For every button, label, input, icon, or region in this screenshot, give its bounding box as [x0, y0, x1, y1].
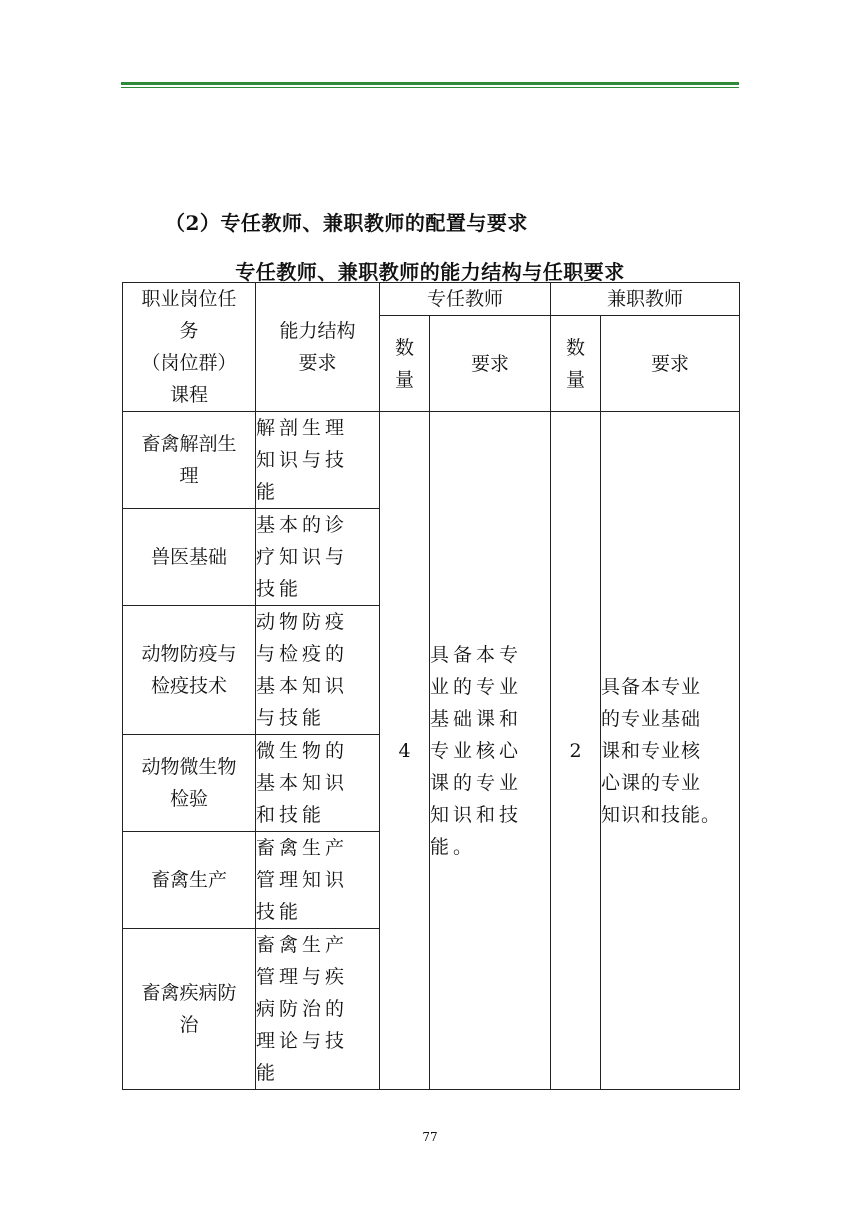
ability-line: 和技能 [256, 804, 326, 826]
ability-line: 与技能 [256, 707, 326, 729]
fulltime-requirement-line: 课的专业 [430, 771, 523, 794]
course-cell [123, 606, 256, 735]
ability-cell [256, 509, 380, 606]
header-ability [256, 283, 380, 412]
fulltime-requirement-line: 具备本专 [430, 643, 523, 666]
fulltime-requirement-line: 基础课和 [430, 707, 523, 730]
parttime-count: 2 [551, 412, 601, 1090]
fulltime-requirement-line: 业的专业 [430, 675, 523, 698]
ability-cell [256, 412, 380, 509]
ability-line: 疗知识与 [256, 546, 349, 568]
header-parttime: 兼职教师 [551, 283, 740, 316]
ability-line: 病防治的 [256, 998, 349, 1020]
ability-line: 基本知识 [256, 675, 349, 697]
table-row [123, 412, 740, 509]
header-count-line: 量 [394, 368, 414, 391]
ability-line: 知识与技 [256, 449, 349, 471]
course-cell [123, 735, 256, 832]
ability-line: 理论与技 [256, 1030, 349, 1052]
parttime-requirement [601, 412, 740, 1090]
header-ability-line: 要求 [298, 352, 337, 374]
teacher-requirements-table [122, 282, 740, 1090]
header-course-line: 课程 [169, 384, 208, 406]
course-line: 理 [179, 465, 199, 487]
course-cell [123, 412, 256, 509]
parttime-requirement-line: 的专业基础 [601, 707, 702, 730]
parttime-requirement-line: 课和专业核 [601, 739, 702, 762]
parttime-requirement-line: 心课的专业 [601, 771, 702, 794]
course-line: 检疫技术 [150, 675, 227, 697]
parttime-requirement-line: 具备本专业 [601, 675, 702, 698]
course-line: 兽医基础 [150, 546, 227, 568]
course-line: 动物防疫与 [141, 643, 237, 665]
ability-line: 基本的诊 [256, 514, 349, 536]
header-parttime-count [551, 316, 601, 412]
header-count-line: 量 [566, 368, 586, 391]
header-course [123, 283, 256, 412]
course-line: 畜禽解剖生 [141, 433, 237, 455]
ability-line: 动物防疫 [256, 611, 349, 633]
course-line: 动物微生物 [141, 756, 237, 778]
fulltime-requirement-line: 专业核心 [430, 739, 523, 762]
course-line: 治 [179, 1014, 199, 1036]
course-cell [123, 509, 256, 606]
page-number: 77 [422, 1130, 438, 1144]
ability-line: 畜禽生产 [256, 934, 349, 956]
parttime-requirement-line: 知识和技能。 [601, 803, 722, 826]
fulltime-requirement-line: 能。 [430, 835, 477, 858]
table-title: 专任教师、兼职教师的能力结构与任职要求 [235, 260, 625, 284]
ability-line: 技能 [256, 578, 303, 600]
header-ability-line: 能力结构 [279, 320, 356, 342]
fulltime-requirement-line: 知识和技 [430, 803, 523, 826]
ability-line: 能 [256, 1062, 280, 1084]
ability-cell [256, 735, 380, 832]
header-fulltime-requirement: 要求 [430, 316, 551, 412]
fulltime-requirement [430, 412, 551, 1090]
header-course-line: 务 [179, 320, 199, 342]
ability-cell [256, 606, 380, 735]
header-parttime-requirement: 要求 [601, 316, 740, 412]
course-line: 检验 [169, 788, 208, 810]
course-line: 畜禽生产 [150, 869, 227, 891]
header-course-line: （岗位群） [141, 352, 237, 374]
header-fulltime: 专任教师 [380, 283, 551, 316]
ability-line: 与检疫的 [256, 643, 349, 665]
ability-cell [256, 832, 380, 929]
ability-line: 微生物的 [256, 740, 349, 762]
section-heading: （2）专任教师、兼职教师的配置与要求 [165, 211, 528, 235]
ability-cell [256, 929, 380, 1090]
ability-line: 畜禽生产 [256, 837, 349, 859]
ability-line: 基本知识 [256, 772, 349, 794]
course-line: 畜禽疾病防 [141, 982, 237, 1004]
header-fulltime-count [380, 316, 430, 412]
ability-line: 管理与疾 [256, 966, 349, 988]
ability-line: 解剖生理 [256, 417, 349, 439]
header-rule [121, 82, 739, 88]
header-course-line: 职业岗位任 [141, 288, 237, 310]
ability-line: 能 [256, 481, 280, 503]
header-count-line: 数 [566, 336, 586, 359]
ability-line: 技能 [256, 901, 303, 923]
ability-line: 管理知识 [256, 869, 349, 891]
header-count-line: 数 [394, 336, 414, 359]
fulltime-count: 4 [380, 412, 430, 1090]
course-cell [123, 832, 256, 929]
course-cell [123, 929, 256, 1090]
